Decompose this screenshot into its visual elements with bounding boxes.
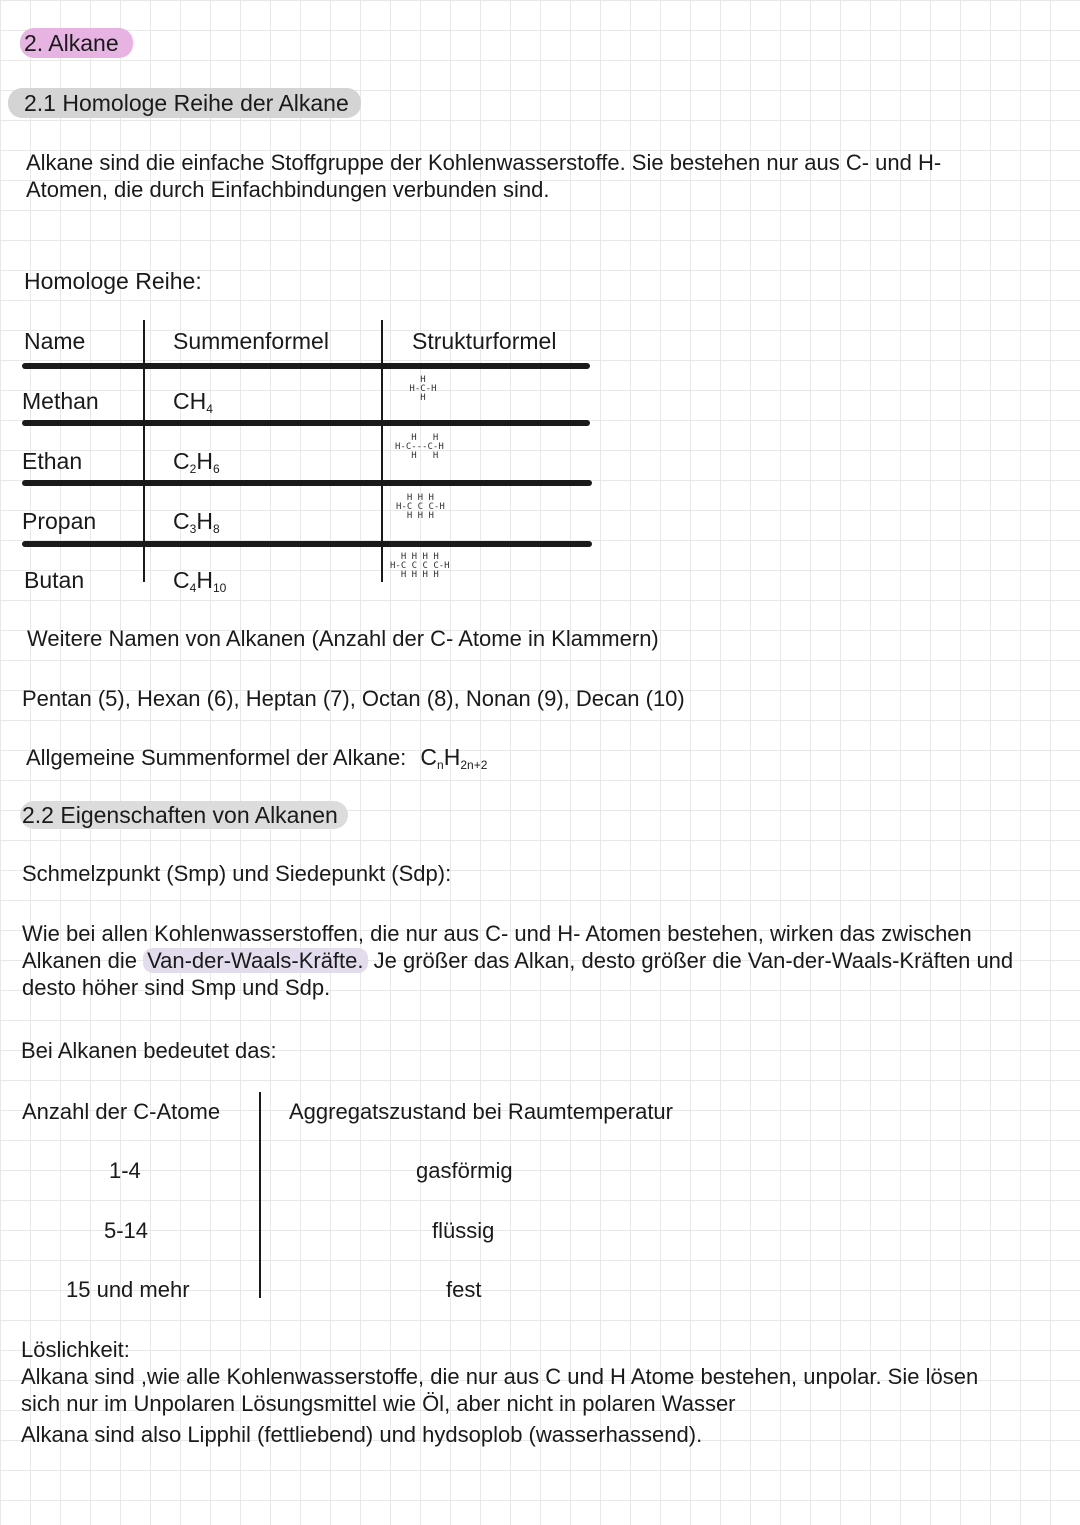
table1-header-structure: Strukturformel [412, 328, 557, 354]
solubility-label: Löslichkeit: [21, 1337, 130, 1362]
solubility-line-2: sich nur im Unpolaren Lösungsmittel wie Öl, aber nicht in polaren Wasser [21, 1391, 736, 1416]
table1-header-name: Name [24, 328, 86, 354]
general-formula-label: Allgemeine Summenformel der Alkane: [26, 745, 407, 770]
solubility-line-3: Alkana sind also Lipphil (fettliebend) und hydsoplob (wasserhassend). [21, 1422, 703, 1447]
table2-count-1: 1-4 [109, 1158, 141, 1183]
structure-butan: H H H H H-C C C C-H H H H H [390, 552, 450, 580]
vdw-line-1: Wie bei allen Kohlenwasserstoffen, die nur aus C- und H- Atomen bestehen, wirken das zwischen [22, 921, 972, 946]
row-formula-ethan: $C_2H_6$ [173, 448, 220, 476]
vdw-highlight: Van-der-Waals-Kräfte. [143, 948, 367, 973]
table2-header-state: Aggregatszustand bei Raumtemperatur [289, 1099, 673, 1124]
table2-state-3: fest [446, 1277, 482, 1302]
more-names-label: Weitere Namen von Alkanen (Anzahl der C- Atome in Klammern) [27, 626, 659, 651]
vdw-paragraph [22, 920, 1013, 1001]
table2-state-2: flüssig [432, 1218, 495, 1243]
intro-line-2: Atomen, die durch Einfachbindungen verbunden sind. [26, 177, 550, 202]
table2-state-1: gasförmig [416, 1158, 513, 1183]
row-name-methan: Methan [22, 388, 99, 414]
table1-header-formula: Summenformel [173, 328, 329, 354]
table1-rule-2 [22, 480, 592, 486]
smp-label: Schmelzpunkt (Smp) und Siedepunkt (Sdp): [22, 861, 452, 886]
intro-line-1: Alkane sind die einfache Stoffgruppe der Kohlenwasserstoffe. Sie bestehen nur aus C- und H- [26, 150, 942, 175]
row-formula-butan: $C_4H_{10}$ [173, 567, 227, 595]
row-name-propan: Propan [22, 508, 97, 534]
solubility-paragraph [21, 1336, 978, 1448]
subsection-title-eigenschaften: 2.2 Eigenschaften von Alkanen [20, 802, 348, 829]
table1-rule-header [22, 363, 590, 369]
more-names: Pentan (5), Hexan (6), Heptan (7), Octan (8), Nonan (9), Decan (10) [22, 686, 685, 711]
alkane-means-label: Bei Alkanen bedeutet das: [21, 1038, 277, 1063]
row-name-butan: Butan [24, 567, 85, 593]
table2-header-count: Anzahl der C-Atome [22, 1099, 221, 1124]
row-formula-propan: $C_3H_8$ [173, 508, 220, 536]
vdw-line-2: Alkanen die Van-der-Waals-Kräfte. Je größer das Alkan, desto größer die Van-der-Waals-Kräften und [22, 948, 1014, 973]
structure-methan: H H-C-H H [409, 375, 437, 403]
table2-count-3: 15 und mehr [66, 1277, 190, 1302]
subsection-title-homologe-reihe: 2.1 Homologe Reihe der Alkane [8, 90, 361, 117]
solubility-line-1: Alkana sind ,wie alle Kohlenwasserstoffe, die nur aus C und H Atome bestehen, unpolar. Sie lösen [21, 1364, 979, 1389]
table2-divider [259, 1092, 261, 1298]
homolog-label: Homologe Reihe: [24, 268, 202, 294]
table2-count-2: 5-14 [104, 1218, 149, 1243]
general-formula: $C_nH_{2n+2}$ [420, 744, 488, 772]
general-formula-row [26, 744, 487, 772]
row-formula-methan: $CH_4$ [173, 388, 213, 416]
structure-propan: H H H H-C C C-H H H H [396, 493, 445, 521]
vdw-line-3: desto höher sind Smp und Sdp. [22, 975, 331, 1000]
intro-paragraph [26, 149, 941, 203]
structure-ethan: H H H-C---C-H H H [395, 433, 444, 461]
row-name-ethan: Ethan [22, 448, 83, 474]
table1-rule-3 [22, 541, 592, 547]
section-title: 2. Alkane [20, 30, 133, 57]
table1-rule-1 [22, 420, 590, 426]
